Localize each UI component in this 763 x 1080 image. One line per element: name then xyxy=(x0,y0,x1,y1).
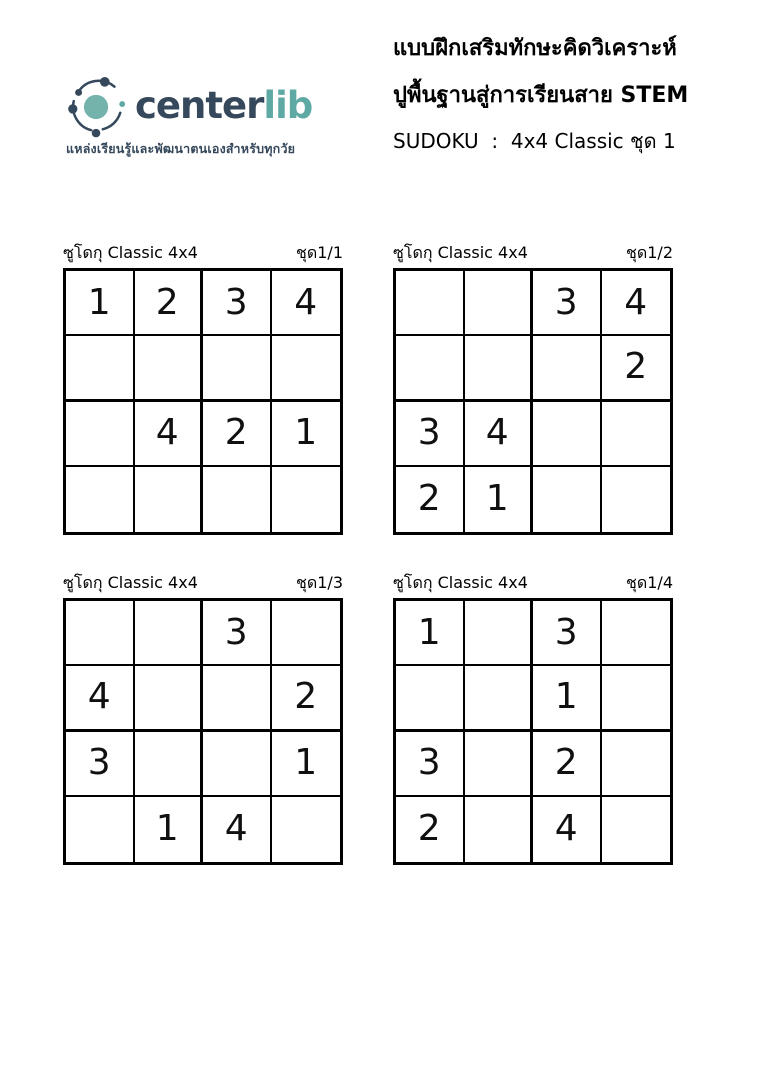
sudoku-puzzle-2 xyxy=(393,244,673,535)
sudoku-cell xyxy=(135,666,204,731)
sudoku-cell: 2 xyxy=(203,402,272,467)
puzzle-header xyxy=(63,574,343,596)
sudoku-cell: 2 xyxy=(396,797,465,862)
sudoku-cell xyxy=(602,601,671,666)
sudoku-cell xyxy=(602,797,671,862)
sudoku-cell: 4 xyxy=(465,402,534,467)
sudoku-cell xyxy=(135,732,204,797)
header-title-line1: แบบฝึกเสริมทักษะคิดวิเคราะห์ xyxy=(393,36,677,61)
sudoku-cell xyxy=(602,467,671,532)
sudoku-puzzle-1 xyxy=(63,244,343,535)
sudoku-cell: 3 xyxy=(396,402,465,467)
sudoku-cell: 1 xyxy=(396,601,465,666)
sudoku-cell xyxy=(66,336,135,401)
sudoku-cell xyxy=(135,336,204,401)
sudoku-cell: 2 xyxy=(135,271,204,336)
puzzle-header xyxy=(63,244,343,266)
sudoku-cell xyxy=(465,732,534,797)
logo-wordmark xyxy=(135,75,312,137)
sudoku-cell: 4 xyxy=(66,666,135,731)
sudoku-cell xyxy=(465,666,534,731)
sudoku-cell: 3 xyxy=(203,601,272,666)
puzzle-header xyxy=(393,574,673,596)
puzzle-set-label: ชุด1/4 xyxy=(626,573,673,592)
sudoku-puzzle-3 xyxy=(63,574,343,865)
sudoku-cell: 1 xyxy=(135,797,204,862)
sudoku-cell xyxy=(396,336,465,401)
sudoku-cell xyxy=(602,732,671,797)
sudoku-cell xyxy=(66,797,135,862)
puzzle-title: ซูโดกุ Classic 4x4 xyxy=(393,573,528,592)
logo-text-lib: lib xyxy=(263,84,313,127)
sudoku-cell xyxy=(602,402,671,467)
sudoku-cell xyxy=(533,336,602,401)
sudoku-cell: 3 xyxy=(203,271,272,336)
sudoku-cell xyxy=(272,336,341,401)
sudoku-cell xyxy=(66,601,135,666)
sudoku-cell: 1 xyxy=(533,666,602,731)
page-header xyxy=(393,33,738,171)
sudoku-cell: 1 xyxy=(66,271,135,336)
puzzle-set-label: ชุด1/2 xyxy=(626,243,673,262)
sudoku-cell xyxy=(396,271,465,336)
centerlib-logo-icon xyxy=(66,74,128,138)
puzzle-set-label: ชุด1/1 xyxy=(296,243,343,262)
sudoku-cell xyxy=(135,467,204,532)
sudoku-cell xyxy=(396,666,465,731)
sudoku-cell: 4 xyxy=(602,271,671,336)
sudoku-grid xyxy=(63,268,343,535)
sudoku-cell: 1 xyxy=(272,732,341,797)
sudoku-cell: 3 xyxy=(533,271,602,336)
sudoku-cell xyxy=(465,601,534,666)
sudoku-cell xyxy=(465,336,534,401)
sudoku-cell xyxy=(66,467,135,532)
sudoku-grid xyxy=(393,268,673,535)
sudoku-cell: 2 xyxy=(602,336,671,401)
puzzle-title: ซูโดกุ Classic 4x4 xyxy=(63,243,198,262)
sudoku-cell: 2 xyxy=(272,666,341,731)
sudoku-cell xyxy=(533,467,602,532)
sudoku-grid xyxy=(63,598,343,865)
puzzle-header xyxy=(393,244,673,266)
sudoku-cell xyxy=(272,467,341,532)
logo-tagline: แหล่งเรียนรู้และพัฒนาตนเองสำหรับทุกวัย xyxy=(66,141,296,156)
puzzle-title: ซูโดกุ Classic 4x4 xyxy=(63,573,198,592)
puzzle-title: ซูโดกุ Classic 4x4 xyxy=(393,243,528,262)
sudoku-cell: 1 xyxy=(272,402,341,467)
sudoku-cell: 2 xyxy=(396,467,465,532)
sudoku-cell xyxy=(66,402,135,467)
sudoku-cell xyxy=(272,797,341,862)
sudoku-cell xyxy=(272,601,341,666)
sudoku-cell xyxy=(602,666,671,731)
sudoku-cell: 1 xyxy=(465,467,534,532)
sudoku-cell xyxy=(533,402,602,467)
sudoku-cell xyxy=(203,467,272,532)
sudoku-cell: 4 xyxy=(203,797,272,862)
sudoku-cell: 3 xyxy=(396,732,465,797)
sudoku-cell xyxy=(465,271,534,336)
sudoku-grid xyxy=(393,598,673,865)
sudoku-cell xyxy=(203,666,272,731)
sudoku-cell: 4 xyxy=(135,402,204,467)
logo-row xyxy=(66,74,312,138)
sudoku-cell xyxy=(203,336,272,401)
sudoku-cell: 3 xyxy=(66,732,135,797)
sudoku-cell: 3 xyxy=(533,601,602,666)
header-title-line2: ปูพื้นฐานสู่การเรียนสาย STEM xyxy=(393,82,689,108)
sudoku-cell: 2 xyxy=(533,732,602,797)
logo-text-center: center xyxy=(135,84,264,127)
sudoku-cell: 4 xyxy=(272,271,341,336)
centerlib-logo xyxy=(66,74,312,159)
header-subtitle: SUDOKU : 4x4 Classic ชุด 1 xyxy=(393,128,676,153)
sudoku-cell xyxy=(135,601,204,666)
sudoku-cell: 4 xyxy=(533,797,602,862)
sudoku-cell xyxy=(465,797,534,862)
sudoku-puzzle-4 xyxy=(393,574,673,865)
sudoku-cell xyxy=(203,732,272,797)
puzzle-set-label: ชุด1/3 xyxy=(296,573,343,592)
